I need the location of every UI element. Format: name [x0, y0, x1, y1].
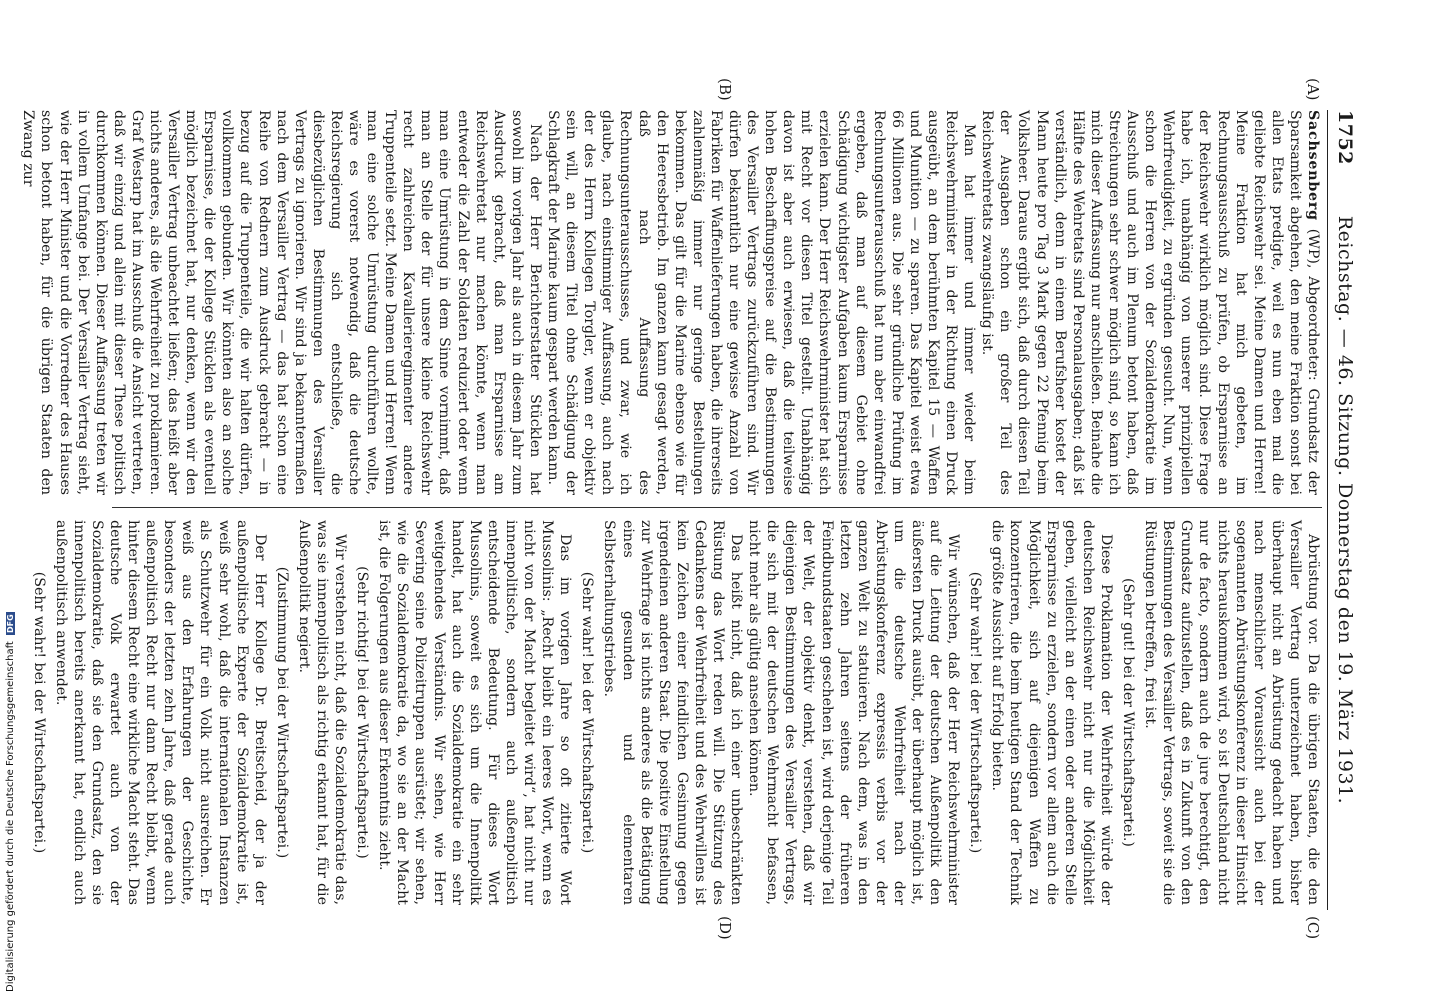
page-header: [1330, 110, 1360, 910]
interjection: (Sehr gut! bei der Wirtschaftspartei.): [1120, 578, 1137, 847]
margin-mark-d: (D): [716, 916, 734, 940]
dfg-logo: DFG: [6, 614, 15, 633]
left-column: [19, 110, 1322, 495]
interjection: (Sehr wahr! bei der Wirtschaftspartei.): [579, 571, 596, 854]
column-divider: [112, 507, 1322, 508]
paragraph: Sachsenberg (WP), Abgeordneter: Grundsatz der Sparsamkeit abgehen, den meine Fraktion sonst bei allen Etats predigte, weil es nun eben mal die geliebte Reichswehr sei. Meine Damen und Herren! Meine Fraktion hat mich gebeten, im Rechnungsausschuß zu prüfen, ob Ersparnisse an der Reichswehr wirklich möglich sind. Diese Frage habe ich, unabhängig von unserer prinzipiellen Wehrfreudigkeit, zu ergründen gesucht. Nun, wenn schon die Herren von der Sozialdemokratie im Ausschuß und auch im Plenum betont haben, daß Streichungen sehr schwer möglich sind, so kann ich mich dieser Auffassung nur anschließen. Beinahe die Hälfte des Wehretats sind Personalausgaben; daß ist verständlich, denn in einem Berufsheer kostet der Mann heute pro Tag 3 Mark gegen 22 Pfennig beim Volksheer. Daraus ergibt sich, daß durch diesen Teil der Ausgaben schon ein großer Teil des Reichswehretats zwangsläufig ist.: [979, 110, 1321, 495]
paragraph: Nach der Herr Berichterstatter Stücklen hat sowohl im vorigen Jahr als auch in diesem Jahr zum Ausdruck gebracht, daß man Ersparnisse am Reichswehretat nur machen könnte, wenn man entweder die Zahl der Soldaten reduziert oder wenn man eine Umrüstung in dem Sinne vornimmt, daß man an Stelle der für unsere kleine Reichswehr recht zahlreichen Kavallerieregimenter andere Truppenteile setzt. Meine Damen und Herren! Wenn man eine solche Umrüstung durchführen wollte, wäre es vorerst notwendig, daß die deutsche Reichsregierung sich entschließe, die diesbezüglichen Bestimmungen des Versailler Vertrags zu ignorieren. Wir sind ja bekanntermaßen nach dem Versailler Vertrag — das hat schon eine Reihe von Rednern zum Ausdruck gebracht — in bezug auf die Truppenteile, die wir halten dürfen, vollkommen gebunden. Wir könnten also an solche Ersparnisse, die der Kollege Stücklen als eventuell möglich bezeichnet hat, nur denken, wenn wir den Versailler Vertrag unbeachtet ließen; das heißt aber nichts anderes, als die Wehrfreiheit zu proklamieren. Graf Westarp hat im Ausschuß die Ansicht vertreten, daß wir einzig und allein mit dieser These politisch durchkommen können. Dieser Auffassung treten wir in vollem Umfange bei. Der Versailler Vertrag sieht, wie der Herr Minister und die Vorredner des Hauses schon betont haben, für die übrigen Staaten den Zwang zur: [20, 110, 543, 495]
paragraph: Das im vorigen Jahre so oft zitierte Wort Mussolinis: „Recht bleibt ein leeres Wort, wenn es nicht von der Macht begleitet wird“, hat nicht nur innenpolitische, sondern auch außenpolitisch entscheidende Bedeutung. Für dieses Wort Mussolinis, soweit es sich um die Innenpolitik handelt, hat auch die Sozialdemokratie ein sehr weitgehendes Verständnis. Wir sehen, wie Herr Severing seine Polizeitruppen ausrüstet; wir sehen, wie die Sozialdemokratie da, wo sie an der Macht ist, die Folgerungen aus dieser Erkenntnis zieht.: [376, 520, 574, 905]
margin-mark-a: (A): [1304, 78, 1322, 101]
paragraph: Man hat immer und immer wieder beim Reichswehrminister in der Richtung einen Druck ausgeübt, an dem berühmten Kapitel 15 — Waffen und Munition — zu sparen. Das Kapitel weist etwa 66 Millionen aus. Die sehr gründliche Prüfung im Rechnungsunterausschuß hat nun aber einwandfrei ergeben, daß man auf diesem Gebiet ohne Schädigung wichtigster Aufgaben kaum Ersparnisse erzielen kann. Der Herr Reichswehrminister hat sich mit Recht vor diesen Titel gestellt. Unabhängig davon ist aber auch erwiesen, daß die teilweise hohen Beschaffungspreise auf die Bestimmungen des Versailler Vertrags zurückzuführen sind. Wir dürfen bekanntlich nur eine gewisse Anzahl von Fabriken für Waffenlieferungen haben, die ihrerseits zahlenmäßig immer nur geringe Bestellungen bekommen. Das gilt für die Marine ebenso wie für den Heeresbetrieb. Im ganzen kann gesagt werden, daß nach Auffassung des Rechnungsunterausschusses, und zwar, wie ich glaube, nach einstimmiger Auffassung, auch nach der des Herrn Kollegen Torgler, wenn er objektiv sein will, an diesem Titel ohne Schädigung der Schlagkraft der Marine kaum gespart werden kann.: [545, 110, 978, 495]
margin-mark-b: (B): [716, 78, 734, 101]
interjection: (Sehr wahr! bei der Wirtschaftspartei.): [967, 571, 984, 854]
interjection: (Sehr richtig! bei der Wirtschaftspartei.): [354, 566, 371, 859]
paragraph: Diese Proklamation der Wehrfreiheit würde der deutschen Reichswehr nicht nur die Möglichkeit geben, vielleicht an der einen oder anderen Stelle Ersparnisse zu erzielen, sondern vor allem auch die Möglichkeit, sich auf diejenigen Waffen zu konzentrieren, die beim heutigen Stand der Technik die größte Aussicht auf Erfolg bieten.: [989, 520, 1114, 905]
paragraph: Das heißt nicht, daß ich einer unbeschränkten Rüstung das Wort reden will. Die Stützung des Gedankens der Wehrfreiheit und des Wehrwillens ist kein Zeichen einer feindlichen Gesinnung gegen irgendeinen anderen Staat. Die positive Einstellung zur Wehrfrage ist nichts anderes als die Betätigung eines gesunden und elementaren Selbsterhaltungstriebes.: [601, 520, 745, 905]
paragraph: Der Herr Kollege Dr. Breitscheid, der ja der außenpolitische Experte der Sozialdemokratie ist, weiß sehr wohl, daß die internationalen Instanzen als Schutzwehr für ein Volk nicht ausreichen. Er weiß aus den Erfahrungen der Geschichte, besonders der letzten zehn Jahre, daß gerade auch außenpolitisch Recht nur dann Recht bleibt, wenn hinter diesem Recht eine wirkliche Macht steht. Das deutsche Volk erwartet auch von der Sozialdemokratie, daß sie den Grundsatz, den sie innenpolitisch bereits anerkannt hat, endlich auch außenpolitisch anwendet.: [52, 520, 268, 905]
page-number: 1752: [1334, 110, 1356, 165]
digitization-credit: [4, 592, 16, 992]
paragraph: Abrüstung vor. Da die übrigen Staaten, die den Versailler Vertrag unterzeichnet haben, bisher überhaupt nicht an Abrüstung gedacht haben und nach menschlicher Voraussicht auch bei der sogenannten Abrüstungskonferenz in dieser Hinsicht nichts herauskommen wird, so ist Deutschland nicht nur de facto, sondern auch de jure berechtigt, den Grundsatz aufzustellen, daß es in Zukunft von den Bestimmungen des Versailler Vertrags, soweit sie die Rüstungen betreffen, frei ist.: [1142, 520, 1321, 905]
credit-text: Digitalisierung gefördert durch die Deutsche Forschungsgemeinschaft: [5, 641, 16, 992]
margin-mark-c: (C): [1304, 916, 1322, 940]
header-rule: [1327, 110, 1328, 910]
paragraph: Wir verstehen nicht, daß die Sozialdemokratie das, was sie innenpolitisch als richtig erkannt hat, für die Außenpolitik negiert.: [295, 520, 349, 905]
paragraph: Wir wünschen, daß der Herr Reichswehrminister auf die Leitung der deutschen Außenpolitik den äußersten Druck ausübt, der überhaupt möglich ist, um die deutsche Wehrfreiheit nach der Abrüstungskonferenz expressis verbis vor der ganzen Welt zu statuieren. Nach dem, was in den letzten zehn Jahren seitens der früheren Feindbundstaaten geschehen ist, wird derjenige Teil der Welt, der objektiv denkt, verstehen, daß wir diejenigen Bestimmungen des Versailler Vertrags, die sich mit der deutschen Wehrmacht befassen, nicht mehr als gültig ansehen können.: [746, 520, 962, 905]
speaker-name: Sachsenberg: [1305, 110, 1321, 221]
page-header-title: Reichstag. — 46. Sitzung. Donnerstag den 19. März 1931.: [1334, 215, 1356, 805]
interjection: (Zustimmung bei der Wirtschaftspartei.): [273, 566, 290, 859]
interjection: (Sehr wahr! bei der Wirtschaftspartei.): [30, 571, 47, 854]
right-column: [26, 520, 1322, 905]
